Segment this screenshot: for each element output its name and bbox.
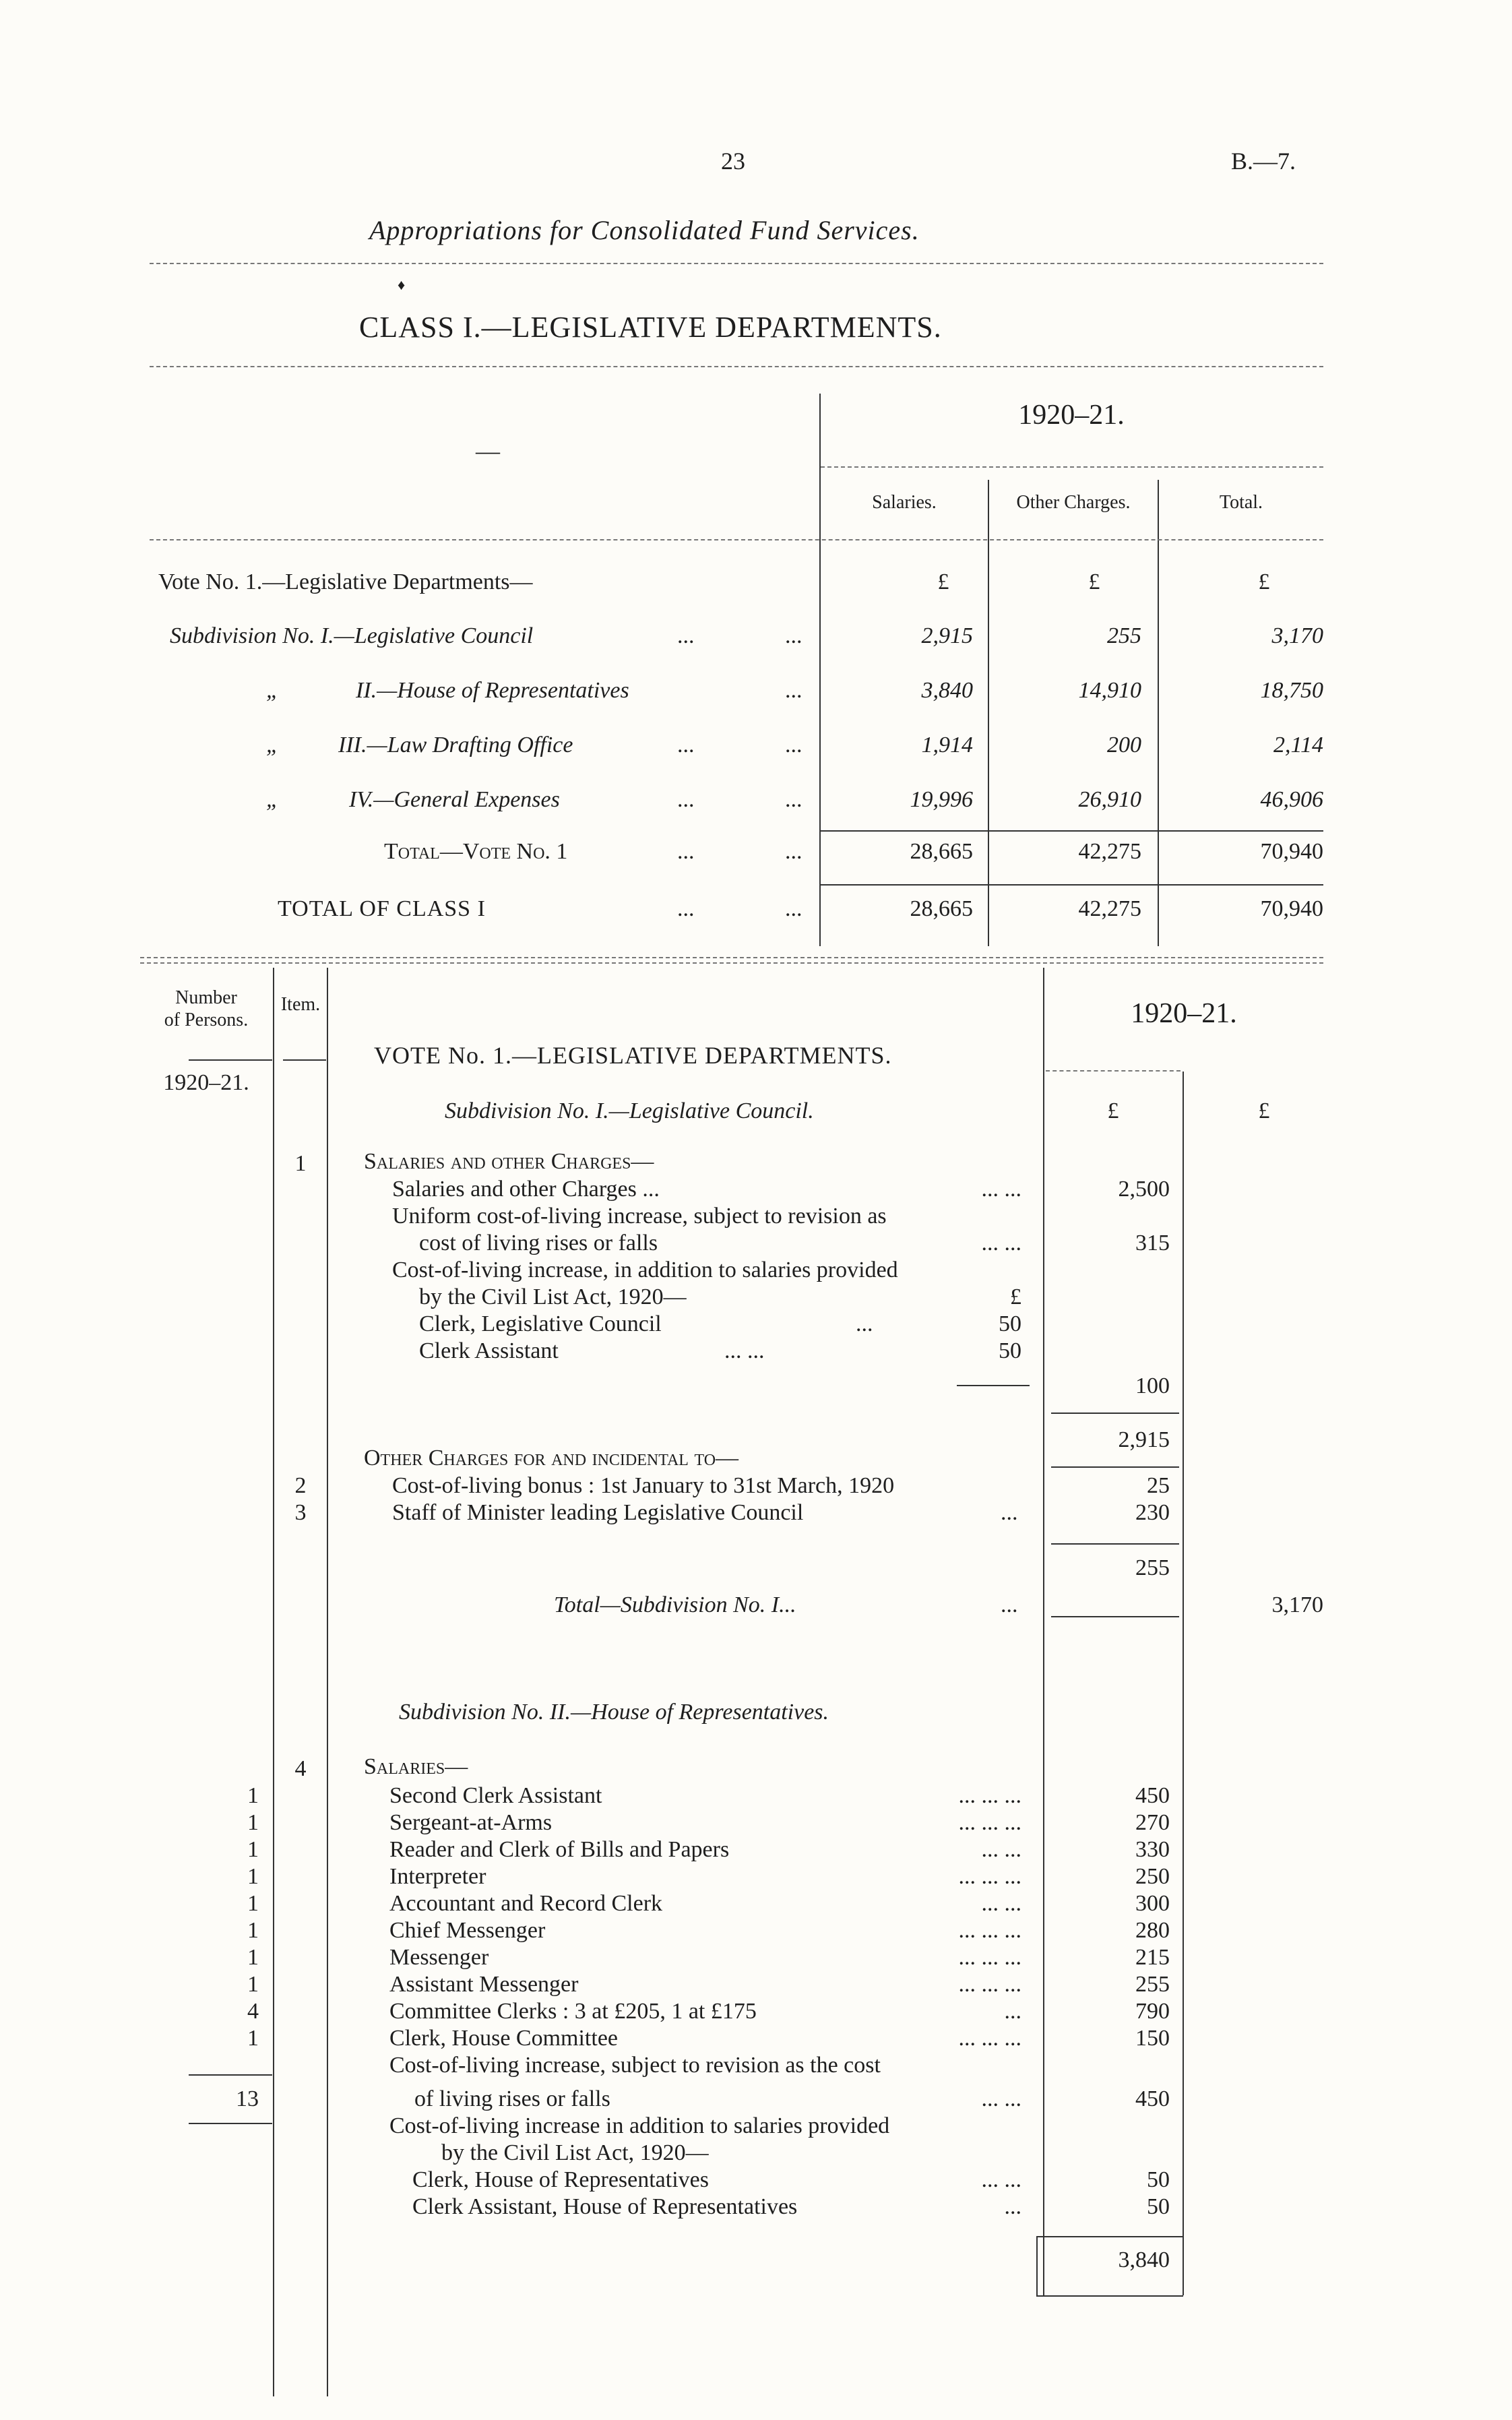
leader-dots: ... — [785, 733, 802, 757]
leader-dots: ... — [785, 678, 802, 703]
line-item-label: Staff of Minister leading Legislative Council — [392, 1500, 804, 1525]
total-vote-label: Total—Vote No. 1 — [384, 839, 568, 864]
total-class-salaries: 28,665 — [910, 896, 973, 921]
summary-divider — [988, 480, 989, 946]
col-total-header: Total. — [1219, 492, 1263, 513]
subdivision-total-amount: 3,170 — [1271, 1592, 1323, 1617]
persons-count: 1 — [247, 1783, 259, 1808]
item-number: 4 — [294, 1756, 307, 1781]
col-persons-header: of Persons. — [164, 1010, 249, 1030]
leader-dots: ... — [1001, 1592, 1018, 1617]
pound-items: £ — [1107, 1098, 1119, 1123]
item-header-rule — [283, 1059, 326, 1061]
leader-dots: ... ... ... — [958, 2026, 1021, 2051]
leader-dots: ... ... ... — [958, 1918, 1021, 1943]
line-item-label: Committee Clerks : 3 at £205, 1 at £175 — [389, 1999, 757, 2024]
line-item-label: by the Civil List Act, 1920— — [441, 2140, 709, 2165]
row-total: 3,170 — [1271, 623, 1323, 648]
inner-sum-rule — [957, 1385, 1030, 1386]
pound-salaries: £ — [937, 569, 949, 594]
row-total: 46,906 — [1260, 787, 1323, 812]
line-item-amount: 230 — [1135, 1500, 1170, 1525]
other-charges-subtotal: 255 — [1135, 1555, 1170, 1580]
leader-dots: ... ... — [981, 1231, 1021, 1255]
row-total: 18,750 — [1260, 678, 1323, 703]
line-item-label: Chief Messenger — [389, 1918, 546, 1943]
line-item-label: Clerk, House of Representatives — [412, 2167, 709, 2192]
document-reference: B.—7. — [1231, 148, 1296, 175]
col-other-charges-header: Other Charges. — [1016, 492, 1131, 513]
leader-dots: ... — [1001, 1500, 1018, 1525]
line-item-amount: 790 — [1135, 1999, 1170, 2024]
leader-dots: ... ... ... — [958, 1783, 1021, 1808]
row-salaries: 3,840 — [921, 678, 973, 703]
leader-dots: ... — [785, 623, 802, 648]
line-item-amount: 300 — [1135, 1891, 1170, 1916]
leader-dots: ... ... — [981, 2167, 1021, 2192]
line-item-label: Cost-of-living increase in addition to salaries provided — [389, 2113, 890, 2138]
leader-dots: ... ... ... — [958, 1810, 1021, 1835]
leader-dots: ... — [785, 787, 802, 812]
total-class-other: 42,275 — [1078, 896, 1141, 921]
line-item-label: Clerk, Legislative Council — [419, 1311, 662, 1336]
line-item-label: Assistant Messenger — [389, 1972, 579, 1997]
leader-dots: ... ... — [724, 1338, 765, 1363]
total-box-side — [1036, 2236, 1038, 2297]
total-class-total: 70,940 — [1260, 896, 1323, 921]
leader-dots: ... — [677, 839, 695, 864]
subtotal-rule — [821, 884, 1323, 886]
page-subtitle: Appropriations for Consolidated Fund Services. — [369, 215, 920, 245]
line-item-label: Uniform cost-of-living increase, subject to revision as — [392, 1204, 887, 1229]
class-title-rule — [150, 366, 1323, 367]
leader-dots: ... ... ... — [958, 1945, 1021, 1970]
line-item-amount: 450 — [1135, 1783, 1170, 1808]
summary-row-label: III.—Law Drafting Office — [338, 733, 573, 757]
line-item-label: of living rises or falls — [414, 2086, 610, 2111]
line-item-amount: 50 — [1147, 2167, 1170, 2192]
summary-row-label: IV.—General Expenses — [349, 787, 560, 812]
group-heading: Other Charges for and incidental to— — [364, 1446, 739, 1470]
line-item-amount: 150 — [1135, 2026, 1170, 2051]
line-item-amount: 270 — [1135, 1810, 1170, 1835]
persons-count: 1 — [247, 1918, 259, 1943]
leader-dots: ... — [677, 733, 695, 757]
line-item-label: Cost-of-living bonus : 1st January to 31st March, 1920 — [392, 1473, 895, 1498]
subdivision-title: Subdivision No. II.—House of Representatives. — [399, 1700, 829, 1725]
leader-dots: ... — [856, 1311, 873, 1336]
line-item-label: Messenger — [389, 1945, 489, 1970]
summary-divider — [1158, 480, 1159, 946]
line-item-label: Second Clerk Assistant — [389, 1783, 602, 1808]
summary-header-rule — [150, 539, 1323, 540]
row-other-charges: 14,910 — [1078, 678, 1141, 703]
pound-totals: £ — [1258, 1098, 1270, 1123]
line-item-amount: 255 — [1135, 1972, 1170, 1997]
sum-rule — [1051, 1413, 1179, 1414]
leader-dots: ... ... — [981, 1891, 1021, 1916]
line-item-label: cost of living rises or falls — [419, 1231, 658, 1255]
pound-total: £ — [1258, 569, 1270, 594]
pound-inner: £ — [1010, 1284, 1021, 1309]
line-item-label: Interpreter — [389, 1864, 486, 1889]
col-salaries-header: Salaries. — [872, 492, 937, 513]
section-rule — [140, 962, 1323, 964]
leader-dots: ... ... ... — [958, 1864, 1021, 1889]
summary-year: 1920–21. — [1018, 400, 1125, 431]
vote-label: Vote No. 1.—Legislative Departments— — [158, 569, 533, 594]
line-item-amount: 450 — [1135, 2086, 1170, 2111]
ditto-mark: „ — [266, 733, 279, 757]
sum-rule — [1051, 1543, 1179, 1545]
line-item-label: Clerk, House Committee — [389, 2026, 619, 2051]
total-class-label: TOTAL OF CLASS I — [278, 896, 486, 921]
detail-divider — [273, 968, 274, 2396]
salaries-subtotal: 3,840 — [1118, 2247, 1170, 2272]
persons-count: 1 — [247, 1810, 259, 1835]
line-item-label: Cost-of-living increase, subject to revision as the cost — [389, 2053, 881, 2078]
vote-title: VOTE No. 1.—LEGISLATIVE DEPARTMENTS. — [374, 1042, 892, 1069]
line-item-label: Reader and Clerk of Bills and Papers — [389, 1837, 730, 1862]
persons-count: 1 — [247, 1864, 259, 1889]
header-rule — [150, 263, 1323, 264]
persons-total: 13 — [236, 2086, 259, 2111]
section-rule — [140, 957, 1323, 958]
total-vote-total: 70,940 — [1260, 839, 1323, 864]
line-item-label: by the Civil List Act, 1920— — [419, 1284, 687, 1309]
detail-year-header: 1920–21. — [1131, 998, 1237, 1029]
leader-dots: ... — [1004, 1999, 1021, 2024]
row-total: 2,114 — [1273, 733, 1323, 757]
line-item-amount: 100 — [1135, 1373, 1170, 1398]
leader-dots: ... — [785, 839, 802, 864]
leader-dots: ... — [1004, 2194, 1021, 2219]
line-item-amount: 2,500 — [1118, 1177, 1170, 1202]
inner-amount: 50 — [999, 1338, 1021, 1363]
leader-dots: ... — [677, 896, 695, 921]
line-item-label: Cost-of-living increase, in addition to salaries provided — [392, 1258, 898, 1282]
line-item-label: Sergeant-at-Arms — [389, 1810, 553, 1835]
row-salaries: 19,996 — [910, 787, 973, 812]
row-other-charges: 200 — [1107, 733, 1141, 757]
leader-dots: ... ... — [981, 2086, 1021, 2111]
total-vote-other: 42,275 — [1078, 839, 1141, 864]
row-salaries: 2,915 — [921, 623, 973, 648]
row-other-charges: 26,910 — [1078, 787, 1141, 812]
subdivision-total-label: Total—Subdivision No. I... — [554, 1592, 796, 1617]
class-title: CLASS I.—LEGISLATIVE DEPARTMENTS. — [359, 311, 942, 344]
summary-year-rule — [821, 466, 1323, 468]
persons-sum-rule — [189, 2123, 272, 2124]
line-item-amount: 280 — [1135, 1918, 1170, 1943]
summary-blank-dash: — — [476, 437, 500, 464]
persons-count: 1 — [247, 1945, 259, 1970]
leader-dots: ... ... — [981, 1177, 1021, 1202]
leader-dots: ... ... ... — [958, 1972, 1021, 1997]
line-item-label: Clerk Assistant, House of Representatives — [412, 2194, 798, 2219]
line-item-amount: 315 — [1135, 1231, 1170, 1255]
line-item-amount: 330 — [1135, 1837, 1170, 1862]
printer-mark-icon: ♦ — [398, 276, 406, 293]
ditto-mark: „ — [266, 678, 279, 703]
sum-rule — [1051, 1466, 1179, 1468]
leader-dots: ... — [785, 896, 802, 921]
year-rule — [1046, 1070, 1180, 1072]
inner-amount: 50 — [999, 1311, 1021, 1336]
line-item-amount: 25 — [1147, 1473, 1170, 1498]
persons-count: 1 — [247, 1837, 259, 1862]
item-number: 1 — [294, 1151, 307, 1176]
persons-count: 1 — [247, 1972, 259, 1997]
group-heading: Salaries and other Charges— — [364, 1149, 654, 1174]
line-item-amount: 215 — [1135, 1945, 1170, 1970]
subtotal-rule — [821, 830, 1323, 832]
persons-year: 1920–21. — [163, 1070, 249, 1095]
page-number: 23 — [721, 148, 745, 175]
row-salaries: 1,914 — [921, 733, 973, 757]
leader-dots: ... — [677, 787, 695, 812]
summary-row-label: II.—House of Representatives — [356, 678, 629, 703]
total-vote-salaries: 28,665 — [910, 839, 973, 864]
persons-count: 1 — [247, 2026, 259, 2051]
subdivision-title: Subdivision No. I.—Legislative Council. — [445, 1098, 814, 1123]
line-item-amount: 250 — [1135, 1864, 1170, 1889]
group-heading: Salaries— — [364, 1754, 468, 1779]
leader-dots: ... — [677, 623, 695, 648]
persons-count: 4 — [247, 1999, 259, 2024]
col-item-header: Item. — [280, 994, 321, 1015]
persons-sum-rule — [189, 2074, 272, 2076]
leader-dots: ... ... — [981, 1837, 1021, 1862]
col-number-header: Number — [175, 987, 237, 1008]
salaries-subtotal: 2,915 — [1118, 1427, 1170, 1452]
item-number: 3 — [294, 1500, 307, 1525]
item-number: 2 — [294, 1473, 307, 1498]
ditto-mark: „ — [266, 787, 279, 812]
summary-row-label: Subdivision No. I.—Legislative Council — [170, 623, 534, 648]
line-item-label: Accountant and Record Clerk — [389, 1891, 663, 1916]
sum-rule — [1038, 2236, 1183, 2237]
persons-count: 1 — [247, 1891, 259, 1916]
sum-rule — [1051, 1616, 1179, 1617]
line-item-label: Clerk Assistant — [419, 1338, 559, 1363]
persons-header-rule — [189, 1059, 272, 1061]
pound-other: £ — [1088, 569, 1100, 594]
detail-divider — [1183, 1072, 1184, 2295]
line-item-label: Salaries and other Charges ... — [392, 1177, 660, 1202]
sum-rule — [1038, 2295, 1183, 2297]
line-item-amount: 50 — [1147, 2194, 1170, 2219]
detail-divider — [327, 968, 328, 2396]
row-other-charges: 255 — [1107, 623, 1141, 648]
